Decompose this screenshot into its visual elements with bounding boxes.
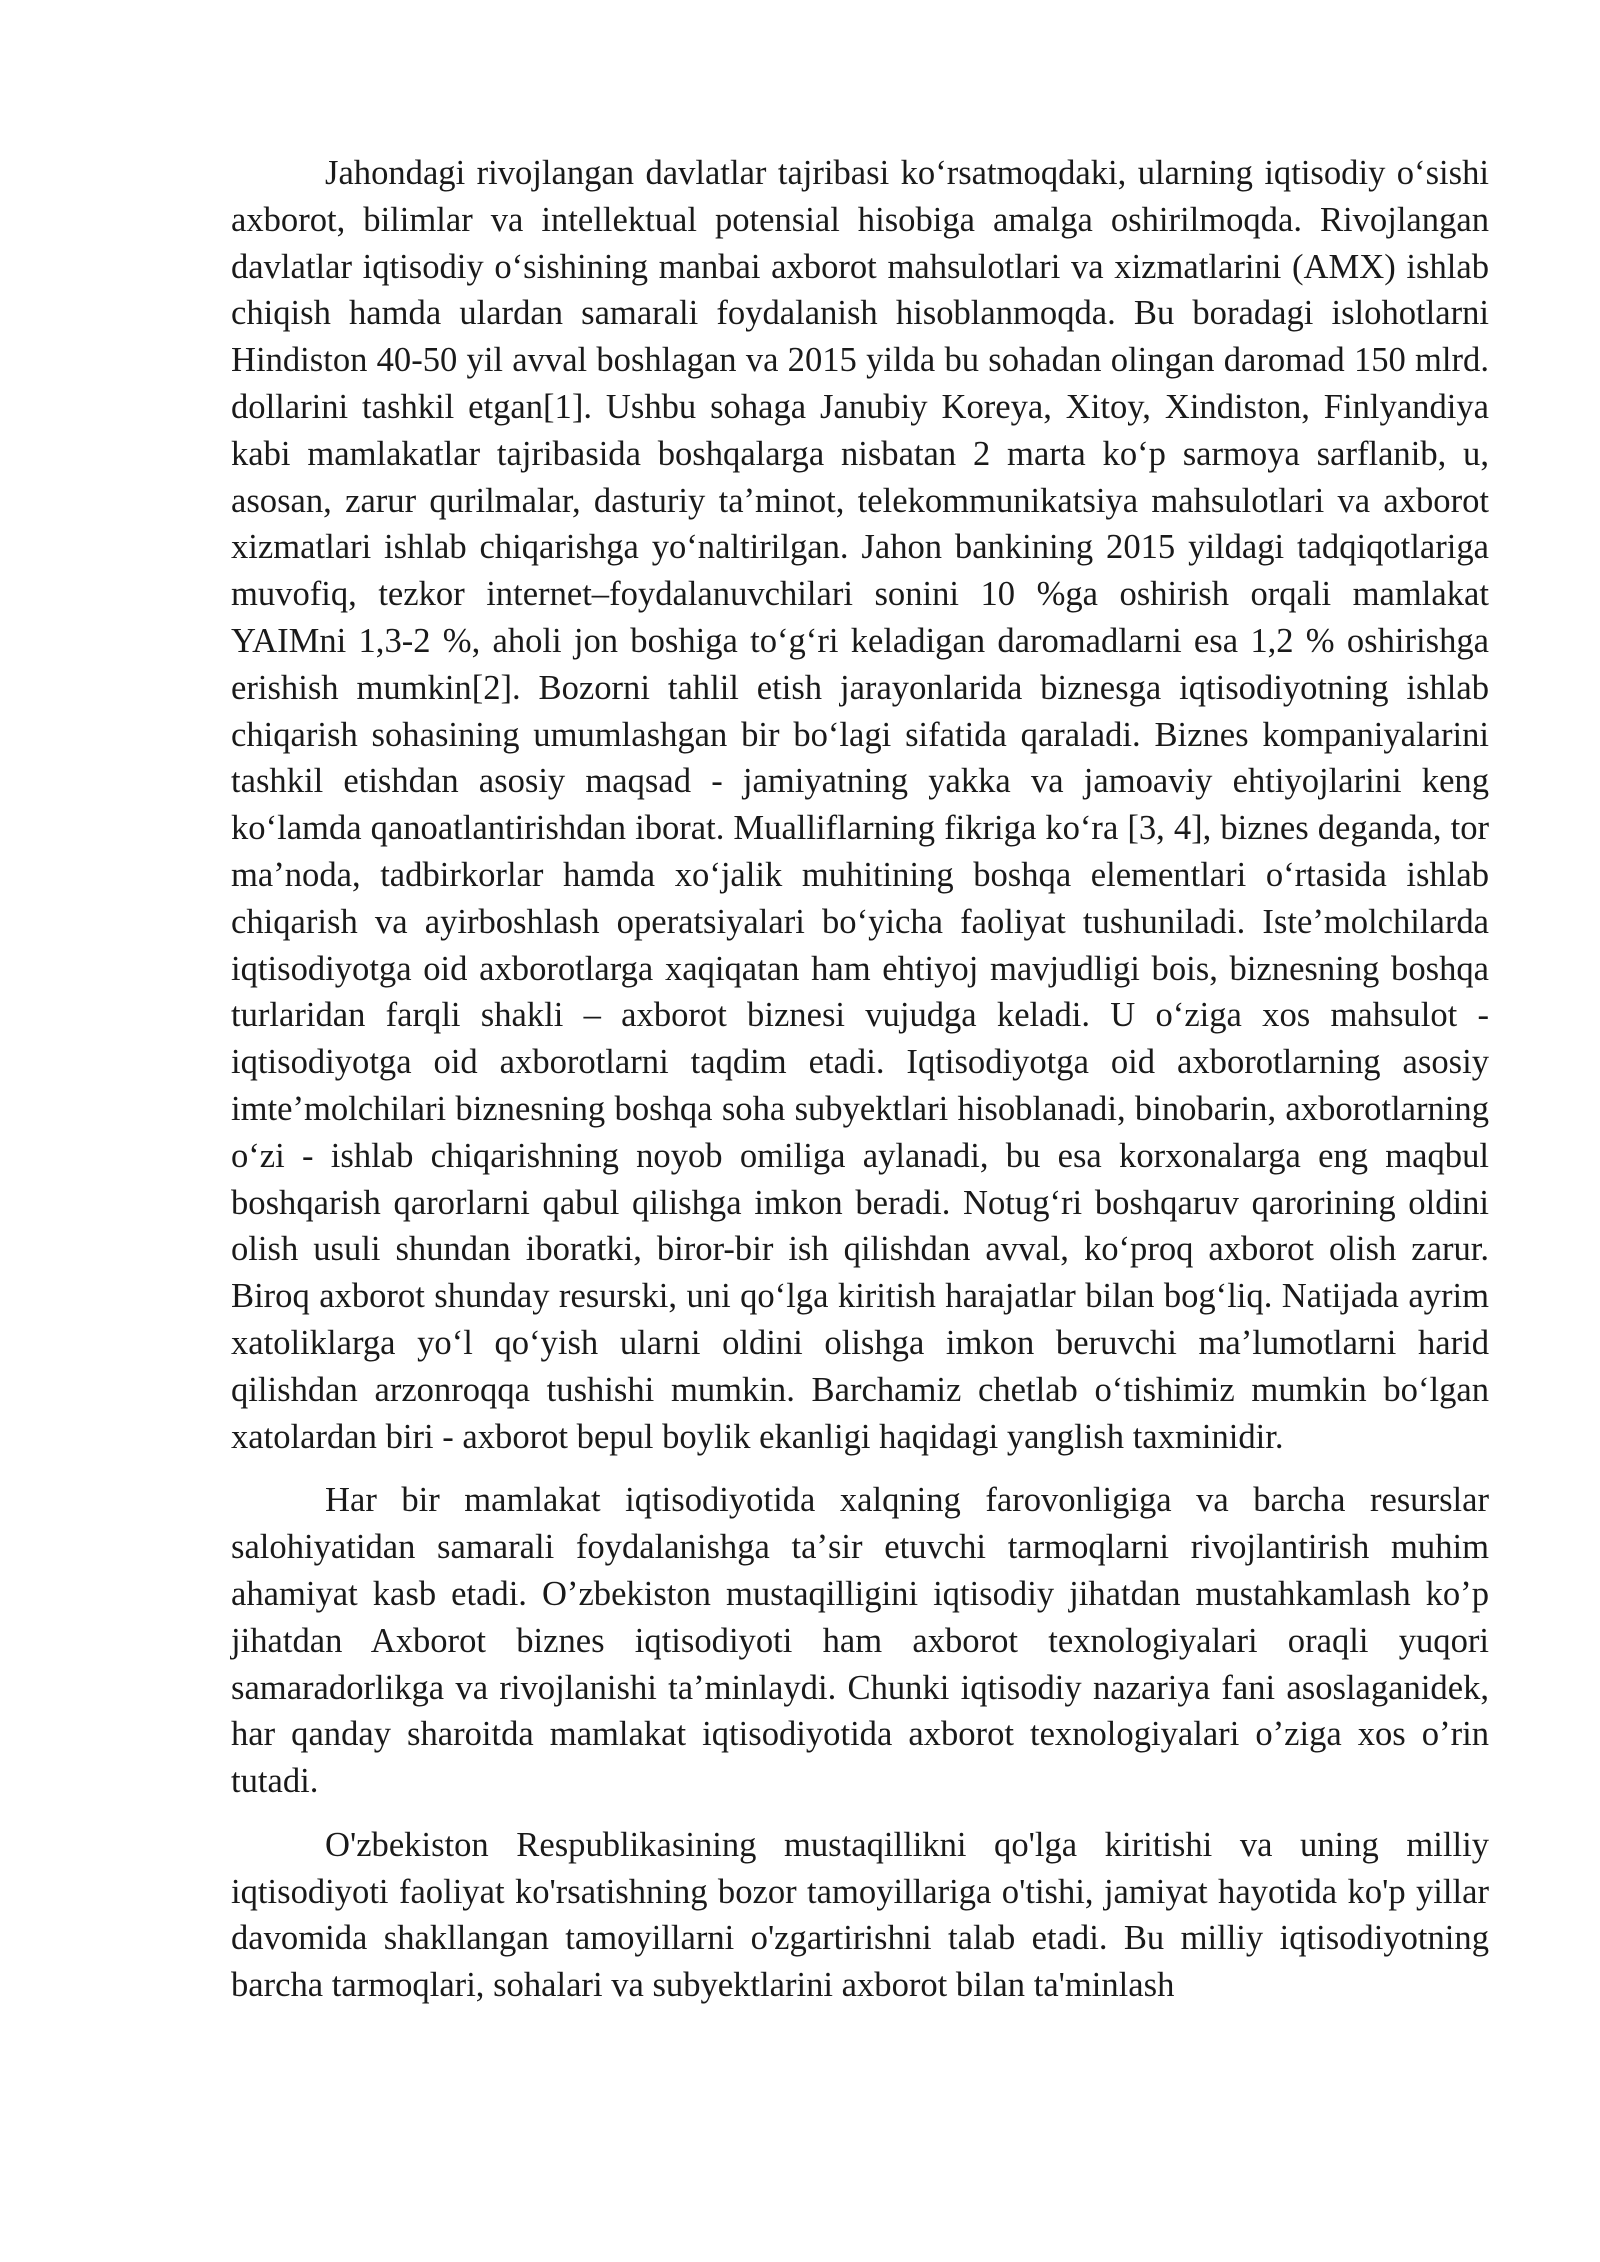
document-body bbox=[231, 150, 1489, 2026]
paragraph-3: O'zbekiston Respublikasining mustaqillikni qo'lga kiritishi va uning milliy iqtisodiyoti faoliyat ko'rsatishning bozor tamoyillariga o'tishi, jamiyat hayotida ko'p yillar davomida shakllangan tamoyillarni o'zgartirishni talab etadi. Bu milliy iqtisodiyotning barcha tarmoqlari, sohalari va subyektlarini axborot bilan ta'minlash bbox=[231, 1825, 1489, 2005]
paragraph-1: Jahondagi rivojlangan davlatlar tajribasi koʻrsatmoqdaki, ularning iqtisodiy oʻsishi axborot, bilimlar va intellektual potensial hisobiga amalga oshirilmoqda. Rivojlangan davlatlar iqtisodiy oʻsishining manbai axborot mahsulotlari va xizmatlarini (AMX) ishlab chiqish hamda ulardan samarali foydalanish hisoblanmoqda. Bu boradagi islohotlarni Hindiston 40-50 yil avval boshlagan va 2015 yilda bu sohadan olingan daromad 150 mlrd. dollarini tashkil etgan[1]. Ushbu sohaga Janubiy Koreya, Xitoy, Xindiston, Finlyandiya kabi mamlakatlar tajribasida boshqalarga nisbatan 2 marta koʻp sarmoya sarflanib, u, asosan, zarur qurilmalar, dasturiy taʼminot, telekommunikatsiya mahsulotlari va axborot xizmatlari ishlab chiqarishga yoʻnaltirilgan. Jahon bankining 2015 yildagi tadqiqotlariga muvofiq, tezkor internet–foydalanuvchilari sonini 10 %ga oshirish orqali mamlakat YAIMni 1,3-2 %, aholi jon boshiga toʻgʻri keladigan daromadlarni esa 1,2 % oshirishga erishish mumkin[2]. Bozorni tahlil etish jarayonlarida biznesga iqtisodiyotning ishlab chiqarish sohasining umumlashgan bir boʻlagi sifatida qaraladi. Biznes kompaniyalarini tashkil etishdan asosiy maqsad - jamiyatning yakka va jamoaviy ehtiyojlarini keng koʻlamda qanoatlantirishdan iborat. Mualliflarning fikriga koʻra [3, 4], biznes deganda, tor maʼnoda, tadbirkorlar hamda xoʻjalik muhitining boshqa elementlari oʻrtasida ishlab chiqarish va ayirboshlash operatsiyalari boʻyicha faoliyat tushuniladi. Isteʼmolchilarda iqtisodiyotga oid axborotlarga xaqiqatan ham ehtiyoj mavjudligi bois, biznesning boshqa turlaridan farqli shakli – axborot biznesi vujudga keladi. U oʻziga xos mahsulot - iqtisodiyotga oid axborotlarni taqdim etadi. Iqtisodiyotga oid axborotlarning asosiy imteʼmolchilari biznesning boshqa soha subyektlari hisoblanadi, binobarin, axborotlarning oʻzi - ishlab chiqarishning noyob omiliga aylanadi, bu esa korxonalarga eng maqbul boshqarish qarorlarni qabul qilishga imkon beradi. Notugʻri boshqaruv qarorining oldini olish usuli shundan iboratki, biror-bir ish qilishdan avval, koʻproq axborot olish zarur. Biroq axborot shunday resurski, uni qoʻlga kiritish harajatlar bilan bogʻliq. Natijada ayrim xatoliklarga yoʻl qoʻyish ularni oldini olishga imkon beruvchi maʼlumotlarni harid qilishdan arzonroqqa tushishi mumkin. Barchamiz chetlab oʻtishimiz mumkin boʻlgan xatolardan biri - axborot bepul boylik ekanligi haqidagi yanglish taxminidir. bbox=[231, 154, 1489, 1456]
paragraph-2: Har bir mamlakat iqtisodiyotida xalqning farovonligiga va barcha resurslar salohiyatidan samarali foydalanishga taʼsir etuvchi tarmoqlarni rivojlantirish muhim ahamiyat kasb etadi. Oʼzbekiston mustaqilligini iqtisodiy jihatdan mustahkamlash koʼp jihatdan Axborot biznes iqtisodiyoti ham axborot texnologiyalari oraqli yuqori samaradorlikga va rivojlanishi taʼminlaydi. Chunki iqtisodiy nazariya fani asoslaganidek, har qanday sharoitda mamlakat iqtisodiyotida axborot texnologiyalari oʼziga xos oʼrin tutadi. bbox=[231, 1481, 1489, 1801]
